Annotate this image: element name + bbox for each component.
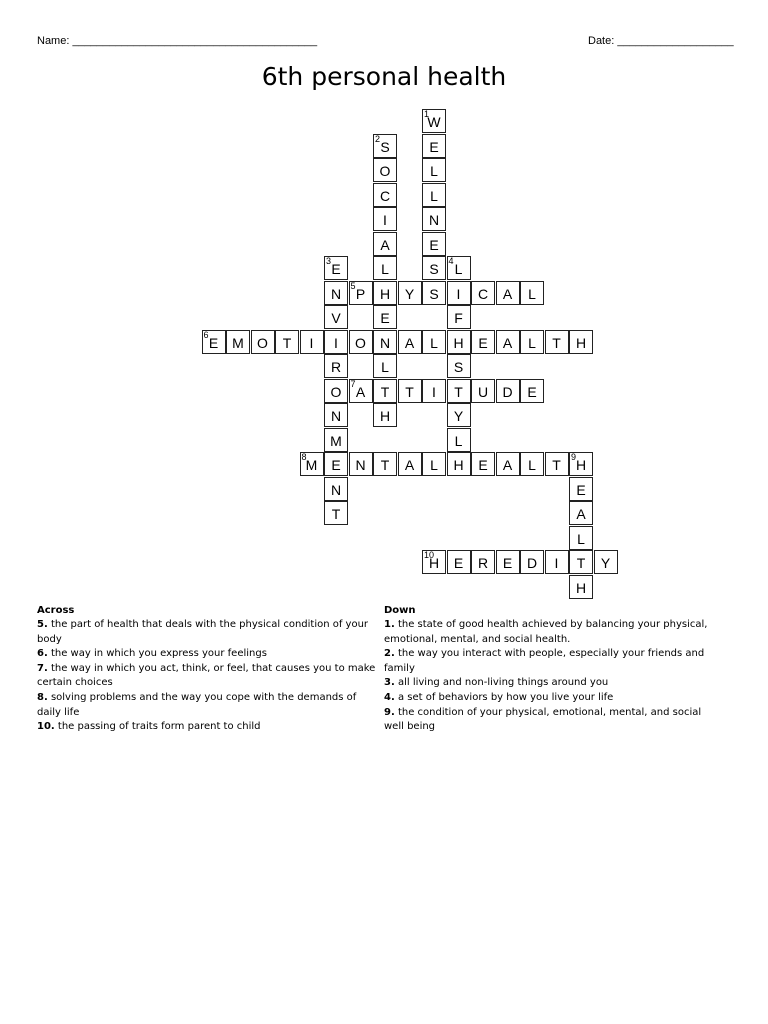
cell-letter: F (454, 310, 463, 326)
cell-letter: N (355, 457, 366, 473)
cell-letter: Y (404, 285, 415, 302)
grid-cell[interactable] (202, 330, 226, 354)
clue-down-4: 4. a set of behaviors by how you live your life (384, 691, 614, 703)
cell-letter: T (576, 555, 586, 571)
cell-letter: L (381, 261, 389, 277)
grid-cell[interactable] (349, 281, 373, 305)
cell-letter: O (355, 334, 366, 351)
cell-letter: H (453, 457, 464, 473)
grid-cell[interactable] (422, 281, 446, 305)
cell-letter: A (576, 506, 586, 522)
clue-number: 9 (571, 452, 577, 462)
cell-letter: E (429, 138, 439, 155)
grid-cell[interactable] (324, 330, 348, 354)
across-clues (37, 604, 377, 735)
cell-letter: N (330, 481, 342, 498)
cell-letter: L (430, 457, 438, 473)
grid-cell[interactable] (594, 550, 618, 574)
clue-number: 4 (448, 256, 454, 266)
cell-letter: E (208, 334, 219, 351)
grid-cell[interactable] (471, 379, 495, 403)
grid-cell[interactable] (447, 305, 471, 329)
grid-cell[interactable] (422, 330, 446, 354)
grid-cell[interactable] (324, 501, 348, 525)
cell-letter: L (430, 163, 438, 179)
grid-cell[interactable] (496, 330, 520, 354)
grid-cell[interactable] (569, 526, 593, 550)
cell-letter: A (355, 383, 366, 400)
grid-cell[interactable] (422, 256, 446, 280)
grid-cell[interactable] (471, 452, 495, 476)
grid-cell[interactable] (447, 256, 471, 280)
cell-letter: M (305, 457, 318, 473)
cell-letter: T (552, 457, 561, 473)
grid-cell[interactable] (373, 403, 397, 427)
cell-letter: U (477, 383, 489, 400)
grid-cell[interactable] (422, 109, 446, 133)
cell-letter: E (502, 555, 513, 571)
clue-down-3: 3. all living and non-living things around you (384, 677, 609, 689)
cell-letter: P (355, 285, 366, 302)
cell-letter: L (454, 261, 463, 277)
grid-cell[interactable] (373, 354, 397, 378)
grid-cell[interactable] (569, 501, 593, 525)
grid-cell[interactable] (324, 305, 348, 329)
grid-cell[interactable] (349, 452, 373, 476)
grid-cell[interactable] (373, 183, 397, 207)
cell-letter: I (456, 285, 461, 302)
clue-down-9: 9. the condition of your physical, emotional, mental, and social well being (384, 706, 702, 733)
cell-letter: R (477, 555, 489, 571)
grid-cell[interactable] (545, 452, 569, 476)
cell-letter: A (502, 334, 513, 351)
clue-across-10: 10. the passing of traits form parent to child (37, 721, 261, 733)
grid-cell[interactable] (496, 281, 520, 305)
clue-number: 3 (326, 256, 332, 266)
page-title: 6th personal health (261, 62, 507, 91)
cell-letter: A (502, 285, 513, 302)
grid-cell[interactable] (324, 354, 348, 378)
cell-letter: H (379, 408, 391, 424)
grid-cell[interactable] (422, 183, 446, 207)
cell-letter: T (380, 383, 390, 400)
grid-cell[interactable] (373, 207, 397, 231)
grid-cell[interactable] (275, 330, 299, 354)
grid-cell[interactable] (422, 232, 446, 256)
cell-letter: A (380, 236, 390, 253)
grid-cell[interactable] (447, 428, 471, 452)
cell-letter: V (331, 310, 341, 326)
cell-letter: D (526, 555, 538, 571)
cell-letter: S (380, 138, 390, 155)
grid-cell[interactable] (398, 379, 422, 403)
grid-cell[interactable] (447, 452, 471, 476)
grid-cell[interactable] (447, 403, 471, 427)
cell-letter: L (430, 187, 438, 204)
grid-cell[interactable] (447, 379, 471, 403)
across-heading: Across (37, 605, 75, 616)
cell-letter: I (554, 555, 559, 571)
cell-letter: O (379, 163, 391, 179)
grid-cell[interactable] (447, 330, 471, 354)
grid-cell[interactable] (520, 379, 544, 403)
grid-cell[interactable] (447, 354, 471, 378)
grid-cell[interactable] (373, 134, 397, 158)
cell-letter: N (379, 334, 391, 351)
cell-letter: H (379, 285, 391, 302)
cell-letter: L (528, 334, 536, 351)
cell-letter: T (380, 457, 390, 473)
grid-cell[interactable] (520, 550, 544, 574)
cell-letter: M (330, 432, 342, 449)
cell-letter: L (430, 334, 438, 351)
down-clues (384, 604, 724, 735)
cell-letter: E (478, 334, 488, 351)
clue-down-2: 2. the way you interact with people, especially your friends and family (384, 648, 705, 674)
grid-cell[interactable] (398, 452, 422, 476)
grid-cell[interactable] (520, 452, 544, 476)
cell-letter: L (528, 285, 536, 302)
cell-letter: E (478, 457, 488, 473)
cell-letter: L (528, 457, 536, 473)
cell-letter: L (577, 530, 585, 547)
clue-number: 10 (424, 550, 435, 560)
grid-cell[interactable] (471, 550, 495, 574)
grid-cell[interactable] (422, 207, 446, 231)
cell-letter: L (381, 359, 389, 375)
cell-letter: S (429, 285, 439, 302)
cell-letter: E (331, 261, 341, 277)
grid-cell[interactable] (324, 477, 348, 501)
cell-letter: E (527, 383, 537, 400)
cell-letter: T (405, 383, 414, 400)
grid-cell[interactable] (324, 281, 348, 305)
cell-letter: D (502, 383, 513, 400)
grid-cell[interactable] (496, 550, 520, 574)
cell-letter: R (330, 359, 342, 375)
clue-across-6: 6. the way in which you express your feelings (37, 648, 267, 660)
grid-cell[interactable] (447, 281, 471, 305)
grid-cell[interactable] (324, 452, 348, 476)
cell-letter: E (331, 457, 341, 473)
cell-letter: I (383, 212, 387, 228)
grid-cell[interactable] (324, 379, 348, 403)
grid-cell[interactable] (324, 403, 348, 427)
grid-cell[interactable] (349, 379, 373, 403)
grid-cell[interactable] (422, 158, 446, 182)
cell-letter: A (404, 457, 415, 473)
cell-letter: Y (453, 408, 464, 424)
grid-cell[interactable] (520, 330, 544, 354)
cell-letter: C (379, 187, 391, 204)
cell-letter: O (257, 334, 268, 351)
cell-letter: M (232, 334, 244, 351)
cell-letter: S (453, 359, 464, 375)
cell-letter: H (453, 334, 464, 351)
cell-letter: T (552, 334, 561, 351)
clue-number: 8 (301, 452, 307, 462)
clue-down-1: 1. the state of good health achieved by balancing your physical, emotional, mental, and social health. (384, 619, 708, 645)
cell-letter: A (502, 457, 513, 473)
grid-cell[interactable] (471, 281, 495, 305)
cell-letter: E (429, 236, 439, 253)
cell-letter: H (575, 579, 587, 596)
cell-letter: L (454, 432, 463, 449)
clue-number: 2 (375, 133, 381, 144)
cell-letter: H (575, 457, 587, 473)
grid-cell[interactable] (569, 477, 593, 501)
grid-cell[interactable] (300, 330, 324, 354)
grid-cell[interactable] (226, 330, 250, 354)
clue-number: 6 (203, 329, 209, 340)
grid-cell[interactable] (422, 379, 446, 403)
grid-cell[interactable] (520, 281, 544, 305)
name-field[interactable]: Name: ________________________________________ (37, 35, 318, 47)
cell-letter: T (331, 506, 341, 522)
down-heading: Down (384, 605, 416, 616)
grid-cell[interactable] (373, 305, 397, 329)
clue-number: 1 (424, 109, 430, 119)
cell-letter: C (477, 285, 489, 302)
clue-number: 7 (350, 378, 356, 389)
grid-cell[interactable] (569, 550, 593, 574)
cell-letter: N (428, 212, 440, 228)
grid-cell[interactable] (496, 379, 520, 403)
grid-cell[interactable] (349, 330, 373, 354)
clue-across-8: 8. solving problems and the way you cope with the demands of daily life (37, 691, 357, 718)
grid-cell[interactable] (569, 452, 593, 476)
grid-cell[interactable] (398, 330, 422, 354)
cell-letter: S (429, 261, 439, 277)
grid-cell[interactable] (545, 550, 569, 574)
cell-letter: N (330, 285, 342, 302)
cell-letter: H (575, 334, 587, 351)
cell-letter: I (432, 383, 436, 400)
grid-cell[interactable] (251, 330, 275, 354)
cell-letter: O (330, 383, 342, 400)
grid-cell[interactable] (373, 232, 397, 256)
cell-letter: N (330, 408, 342, 424)
grid-cell[interactable] (569, 330, 593, 354)
grid-cell[interactable] (471, 330, 495, 354)
grid-cell[interactable] (373, 158, 397, 182)
grid-cell[interactable] (373, 281, 397, 305)
grid-cell[interactable] (496, 452, 520, 476)
cell-letter: I (309, 334, 314, 351)
grid-cell[interactable] (324, 256, 348, 280)
cell-letter: A (404, 334, 415, 351)
cell-letter: E (453, 555, 464, 571)
grid-cell[interactable] (422, 134, 446, 158)
cell-letter: W (427, 114, 441, 130)
grid-cell[interactable] (373, 379, 397, 403)
grid-cell[interactable] (324, 428, 348, 452)
clue-across-5: 5. the part of health that deals with the physical condition of your body (37, 619, 369, 645)
grid-cell[interactable] (373, 330, 397, 354)
cell-letter: E (576, 481, 586, 498)
grid-cell[interactable] (398, 281, 422, 305)
grid-cell[interactable] (422, 550, 446, 574)
cell-letter: I (334, 334, 338, 351)
grid-cell[interactable] (373, 452, 397, 476)
grid-cell[interactable] (422, 452, 446, 476)
grid-cell[interactable] (545, 330, 569, 354)
cell-letter: E (380, 310, 390, 326)
grid-cell[interactable] (300, 452, 324, 476)
date-field[interactable]: Date: ___________________ (588, 35, 734, 47)
grid-cell[interactable] (569, 575, 593, 599)
cell-letter: Y (600, 555, 611, 571)
cell-letter: T (454, 383, 463, 400)
cell-letter: T (282, 334, 292, 351)
grid-cell[interactable] (447, 550, 471, 574)
cell-letter: H (428, 555, 440, 571)
clue-across-7: 7. the way in which you act, think, or feel, that causes you to make certain choices (37, 662, 376, 689)
grid-cell[interactable] (373, 256, 397, 280)
clue-number: 5 (350, 280, 356, 291)
